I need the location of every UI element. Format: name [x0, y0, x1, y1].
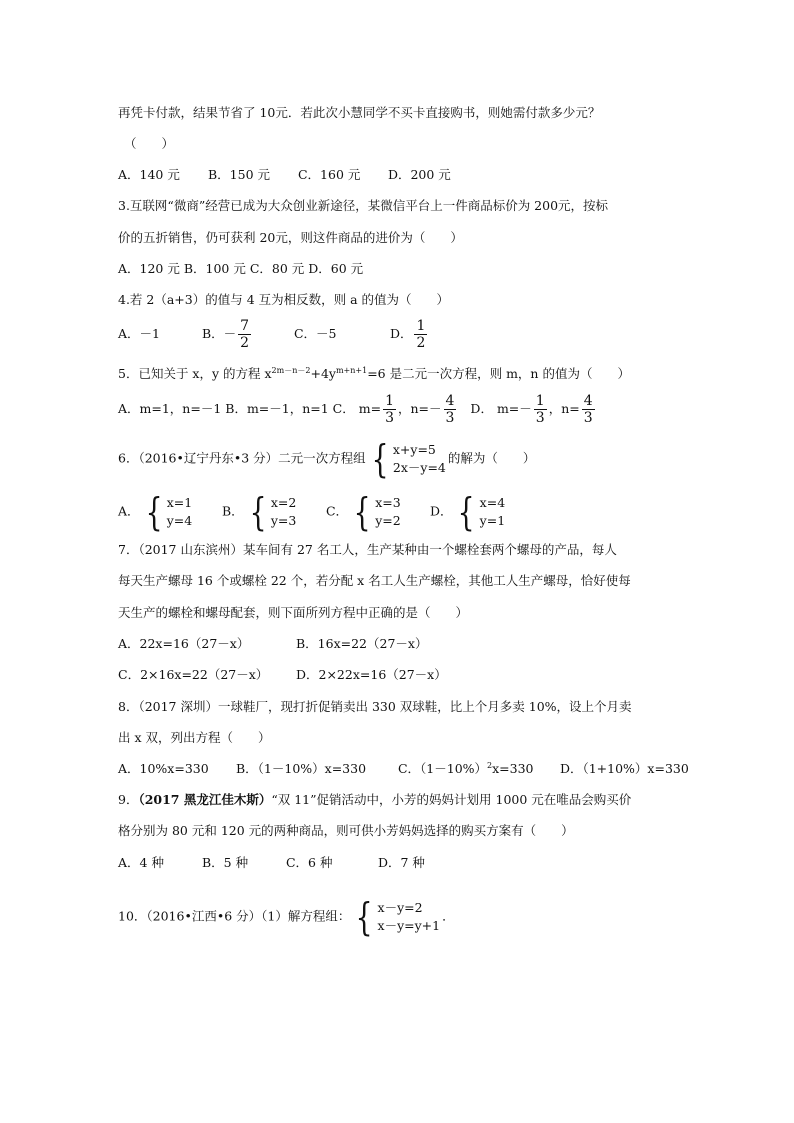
fraction-numerator: 1 — [416, 318, 426, 334]
equation-row: x=3 — [375, 495, 401, 510]
q7-options-row-2 — [118, 667, 447, 683]
left-brace: { — [249, 490, 267, 534]
q5-option-c-n-fraction — [444, 393, 457, 426]
q2-text-line: 再凭卡付款，结果节省了 10元．若此次小慧同学不买卡直接购书，则她需付款多少元？ — [118, 105, 601, 120]
q6-equation-system — [368, 437, 446, 481]
q5-option-d: D． — [470, 401, 493, 416]
equation-row: x=4 — [479, 495, 506, 510]
q4-option-d-fraction — [414, 318, 427, 351]
q8-stem-line-2: 出 x 双，列出方程（ ） — [118, 730, 271, 745]
q10-stem-part: 10．（2016•江西•6 分）（1）解方程组： — [118, 908, 351, 924]
left-brace: { — [145, 490, 163, 534]
q5-stem — [118, 366, 630, 382]
left-brace: { — [353, 490, 371, 534]
q9-option-d: D．7 种 — [377, 855, 425, 870]
q9-stem-line-2: 格分别为 80 元和 120 元的两种商品，则可供小芳妈妈选择的购买方案有（ ） — [118, 823, 574, 838]
equation-row: x+y=5 — [392, 442, 436, 457]
q5-stem-part: 5．已知关于 x，y 的方程 x — [118, 366, 272, 381]
q7-option-c: C．2×16x=22（27－x） — [118, 667, 269, 682]
q2-answer-paren: （ ） — [124, 136, 175, 151]
left-brace: { — [371, 437, 389, 481]
q4-options — [118, 318, 429, 351]
q7-stem-line-2: 每天生产螺母 16 个或螺栓 22 个，若分配 x 名工人生产螺栓，其他工人生产螺母，恰好使每 — [118, 573, 631, 588]
q3-stem-line-1: 3.互联网“微商”经营已成为大众创业新途径，某微信平台上一件商品标价为 200元，按标 — [118, 198, 609, 213]
q9-number: 9． — [118, 792, 139, 807]
q8-option-c — [398, 761, 556, 777]
fraction-denominator: 3 — [445, 410, 455, 426]
q2-options — [118, 167, 451, 183]
q4-option-d — [390, 318, 429, 351]
q4-stem: 4.若 2（a+3）的值与 4 互为相反数，则 a 的值为（ ） — [118, 292, 450, 307]
equation-row: x=2 — [270, 495, 297, 510]
equation-row: x=1 — [166, 495, 193, 510]
q4-option-b — [202, 318, 290, 351]
fraction-denominator: 2 — [240, 335, 250, 351]
q6-option-b — [221, 490, 322, 534]
fraction-numerator: 1 — [385, 393, 394, 409]
q4-option-a: A．－1 — [118, 326, 160, 341]
q6-stem-part: 6．（2016•辽宁丹东•3 分）二元一次方程组 — [118, 450, 366, 466]
q5-stem-part: +4y — [310, 366, 336, 381]
fraction-numerator: 7 — [240, 318, 250, 334]
fraction-denominator: 2 — [416, 335, 426, 351]
fraction-denominator: 3 — [535, 410, 545, 426]
q8-option-c-exponent: 2 — [487, 761, 493, 770]
q2-option-d: D．200 元 — [387, 167, 451, 182]
fraction-denominator: 3 — [583, 410, 593, 426]
option-label: A． — [118, 503, 140, 519]
q6-option-d — [429, 490, 507, 534]
option-system — [350, 490, 401, 534]
option-label: C． — [325, 503, 349, 519]
q7-option-b: B．16x=22（27－x） — [295, 636, 428, 651]
q9-stem-part: “双 11”促销活动中，小芳的妈妈计划用 1000 元在唯品会购买价 — [271, 792, 632, 807]
q5-exponent-1: 2m－n－2 — [271, 366, 311, 375]
q7-options-row-1 — [118, 636, 427, 652]
q4-option-d-label: D． — [389, 326, 413, 341]
q8-options — [118, 761, 689, 777]
q7-option-a: A．22x=16（27－x） — [118, 636, 250, 651]
left-brace: { — [458, 490, 476, 534]
q9-source: （2017 黑龙江佳木斯） — [138, 792, 272, 807]
q10-stem — [118, 895, 455, 939]
fraction-denominator: 3 — [385, 410, 394, 426]
q6-options — [118, 490, 507, 534]
equation-row: y=1 — [479, 513, 506, 528]
q10-equation-system — [352, 895, 441, 939]
q5-option-c-m-fraction — [383, 393, 396, 426]
q5-option-d-n: ，n= — [548, 401, 580, 416]
q5-options — [118, 393, 597, 426]
equation-row: y=3 — [270, 513, 297, 528]
q5-option-d-n-fraction — [582, 393, 595, 426]
q2-option-c: C．160 元 — [297, 167, 361, 182]
q9-options — [118, 855, 425, 871]
equation-row: x－y=2 — [377, 900, 423, 915]
option-label: D． — [429, 503, 453, 519]
q7-option-d: D．2×22x=16（27－x） — [295, 667, 447, 682]
q5-options-ab: A．m=1，n=－1 B．m=－1，n=1 C． — [118, 401, 355, 416]
q9-option-a: A．4 种 — [118, 855, 164, 870]
equation-row: y=4 — [166, 513, 193, 528]
q9-stem-line-1 — [118, 792, 631, 808]
q4-option-b-fraction — [238, 318, 251, 351]
q6-option-a — [118, 490, 218, 534]
q5-exponent-2: m+n+1 — [335, 366, 368, 375]
q10-end-mark: ． — [442, 908, 455, 924]
q8-option-a: A．10%x=330 — [118, 761, 209, 776]
q8-option-c-part: x=330 — [492, 761, 534, 776]
option-system — [142, 490, 193, 534]
q4-option-b-label: B．－ — [201, 326, 237, 341]
equation-row: y=2 — [375, 513, 401, 528]
fraction-numerator: 1 — [535, 393, 545, 409]
left-brace: { — [355, 895, 373, 939]
q9-option-c: C．6 种 — [285, 855, 333, 870]
option-system — [246, 490, 297, 534]
q7-stem-line-3: 天生产的螺栓和螺母配套，则下面所列方程中正确的是（ ） — [118, 605, 469, 620]
q5-option-d-m: m=－ — [496, 401, 532, 416]
q5-option-c-m: m= — [358, 401, 382, 416]
q7-stem-line-1: 7．（2017 山东滨州）某车间有 27 名工人，生产某种由一个螺栓套两个螺母的产品，每人 — [118, 542, 617, 557]
option-label: B． — [221, 503, 244, 519]
q6-stem-part: 的解为（ ） — [447, 450, 536, 466]
q6-option-c — [325, 490, 426, 534]
fraction-numerator: 4 — [445, 393, 455, 409]
q8-option-b: B．（1－10%）x=330 — [235, 761, 367, 776]
q8-stem-line-1: 8．（2017 深圳）一球鞋厂，现打折促销卖出 330 双球鞋，比上个月多卖 10%，设上个月卖 — [118, 699, 632, 714]
q2-option-a: A．140 元 — [118, 167, 180, 182]
equation-row: x－y=y+1 — [377, 918, 441, 933]
q3-options: A．120 元 B．100 元 C．80 元 D．60 元 — [118, 261, 364, 276]
q3-stem-line-2: 价的五折销售，仍可获利 20元，则这件商品的进价为（ ） — [118, 230, 463, 245]
q4-option-c: C．－5 — [293, 326, 337, 341]
q9-option-b: B．5 种 — [201, 855, 249, 870]
q5-option-d-m-fraction — [534, 393, 547, 426]
q6-stem — [118, 437, 536, 481]
q8-option-c-part: C．（1－10%） — [397, 761, 488, 776]
q5-option-c-n: ，n=－ — [397, 401, 442, 416]
option-system — [454, 490, 506, 534]
equation-row: 2x－y=4 — [392, 460, 446, 475]
fraction-numerator: 4 — [583, 393, 593, 409]
q2-option-b: B．150 元 — [207, 167, 271, 182]
q5-stem-part: =6 是二元一次方程，则 m，n 的值为（ ） — [367, 366, 630, 381]
q8-option-d: D．（1+10%）x=330 — [559, 761, 689, 776]
